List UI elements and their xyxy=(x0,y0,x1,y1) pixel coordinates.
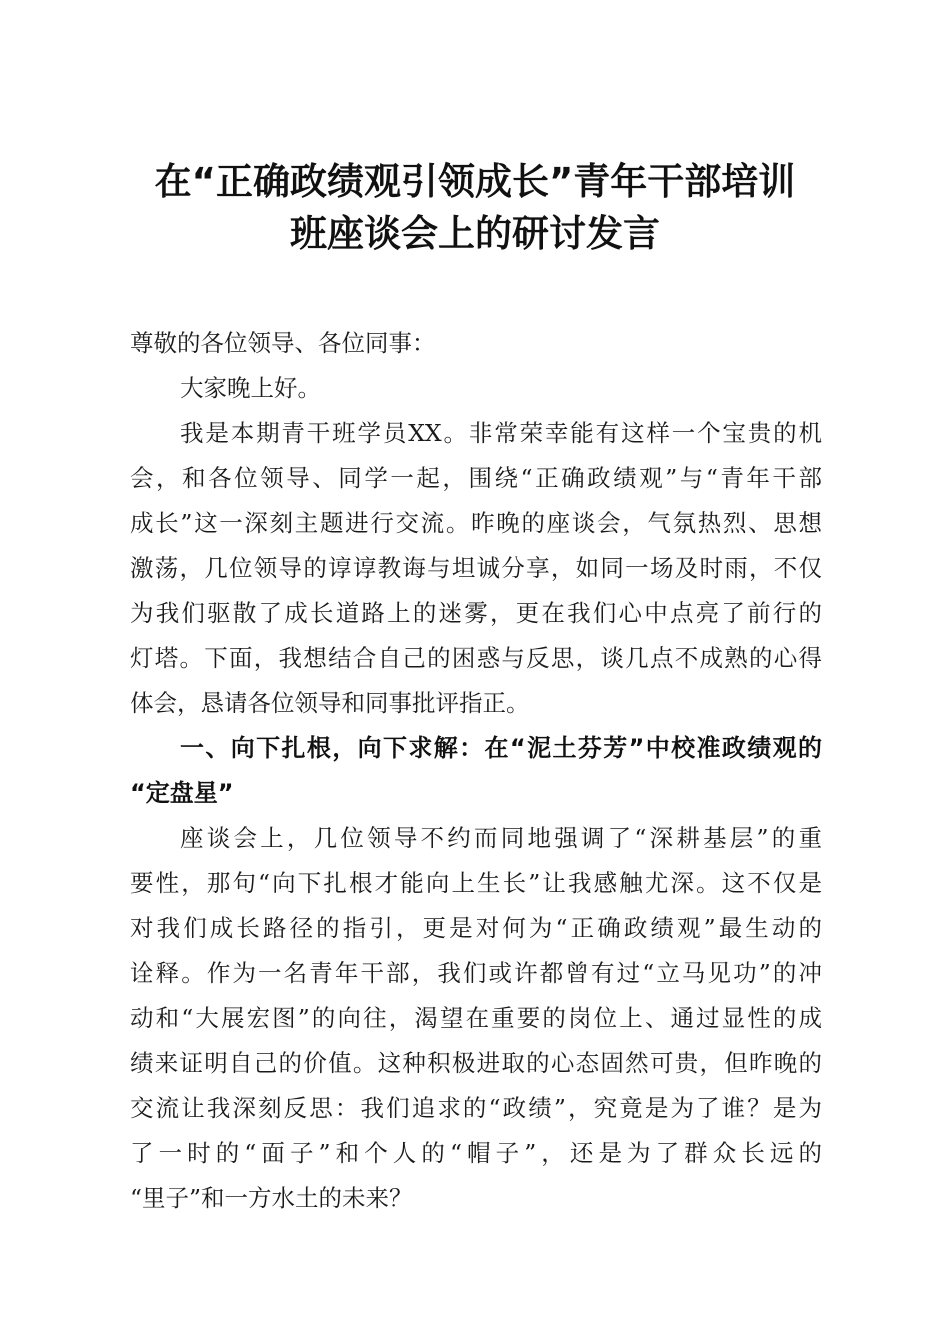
paragraph-line: 我是本期青干班学员XX。非常荣幸能有这样一个宝贵的机 xyxy=(180,419,822,447)
paragraph-line: 动和“大展宏图”的向往，渴望在重要的岗位上、通过显性的成 xyxy=(130,1004,822,1032)
paragraph-line: “里子”和一方水土的未来？ xyxy=(130,1184,413,1212)
paragraph-line: 交流让我深刻反思：我们追求的“政绩”，究竟是为了谁？是为 xyxy=(130,1094,822,1122)
paragraph-line: 对我们成长路径的指引，更是对何为“正确政绩观”最生动的 xyxy=(130,914,822,942)
document-title xyxy=(120,156,830,260)
paragraph-line: 灯塔。下面，我想结合自己的困惑与反思，谈几点不成熟的心得 xyxy=(130,644,822,672)
greeting: 大家晚上好。 xyxy=(180,374,321,402)
heading-line: 一、向下扎根，向下求解：在“泥土芬芳”中校准政绩观的 xyxy=(180,734,822,762)
section-heading-1 xyxy=(130,726,822,816)
paragraph-line: 成长”这一深刻主题进行交流。昨晚的座谈会，气氛热烈、思想 xyxy=(130,509,822,537)
title-line-2: 班座谈会上的研讨发言 xyxy=(290,212,660,255)
paragraph-line: 激荡，几位领导的谆谆教诲与坦诚分享，如同一场及时雨，不仅 xyxy=(130,554,822,582)
paragraph-line: 体会，恳请各位领导和同事批评指正。 xyxy=(130,689,530,717)
paragraph-line: 要性，那句“向下扎根才能向上生长”让我感触尤深。这不仅是 xyxy=(130,869,822,897)
heading-line: “定盘星” xyxy=(130,779,234,807)
salutation: 尊敬的各位领导、各位同事： xyxy=(130,329,436,357)
paragraph-line: 诠释。作为一名青年干部，我们或许都曾有过“立马见功”的冲 xyxy=(130,959,822,987)
paragraph-line: 绩来证明自己的价值。这种积极进取的心态固然可贵，但昨晚的 xyxy=(130,1049,822,1077)
paragraph-line: 座谈会上，几位领导不约而同地强调了“深耕基层”的重 xyxy=(180,824,822,852)
intro-paragraph xyxy=(130,411,822,726)
title-line-1: 在“正确政绩观引领成长”青年干部培训 xyxy=(154,160,796,203)
document-body xyxy=(130,321,822,1221)
paragraph-line: 会，和各位领导、同学一起，围绕“正确政绩观”与“青年干部 xyxy=(130,464,822,492)
paragraph-line: 了一时的“面子”和个人的“帽子”，还是为了群众长远的 xyxy=(130,1139,822,1167)
paragraph-line: 为我们驱散了成长道路上的迷雾，更在我们心中点亮了前行的 xyxy=(130,599,822,627)
section1-paragraph xyxy=(130,816,822,1221)
